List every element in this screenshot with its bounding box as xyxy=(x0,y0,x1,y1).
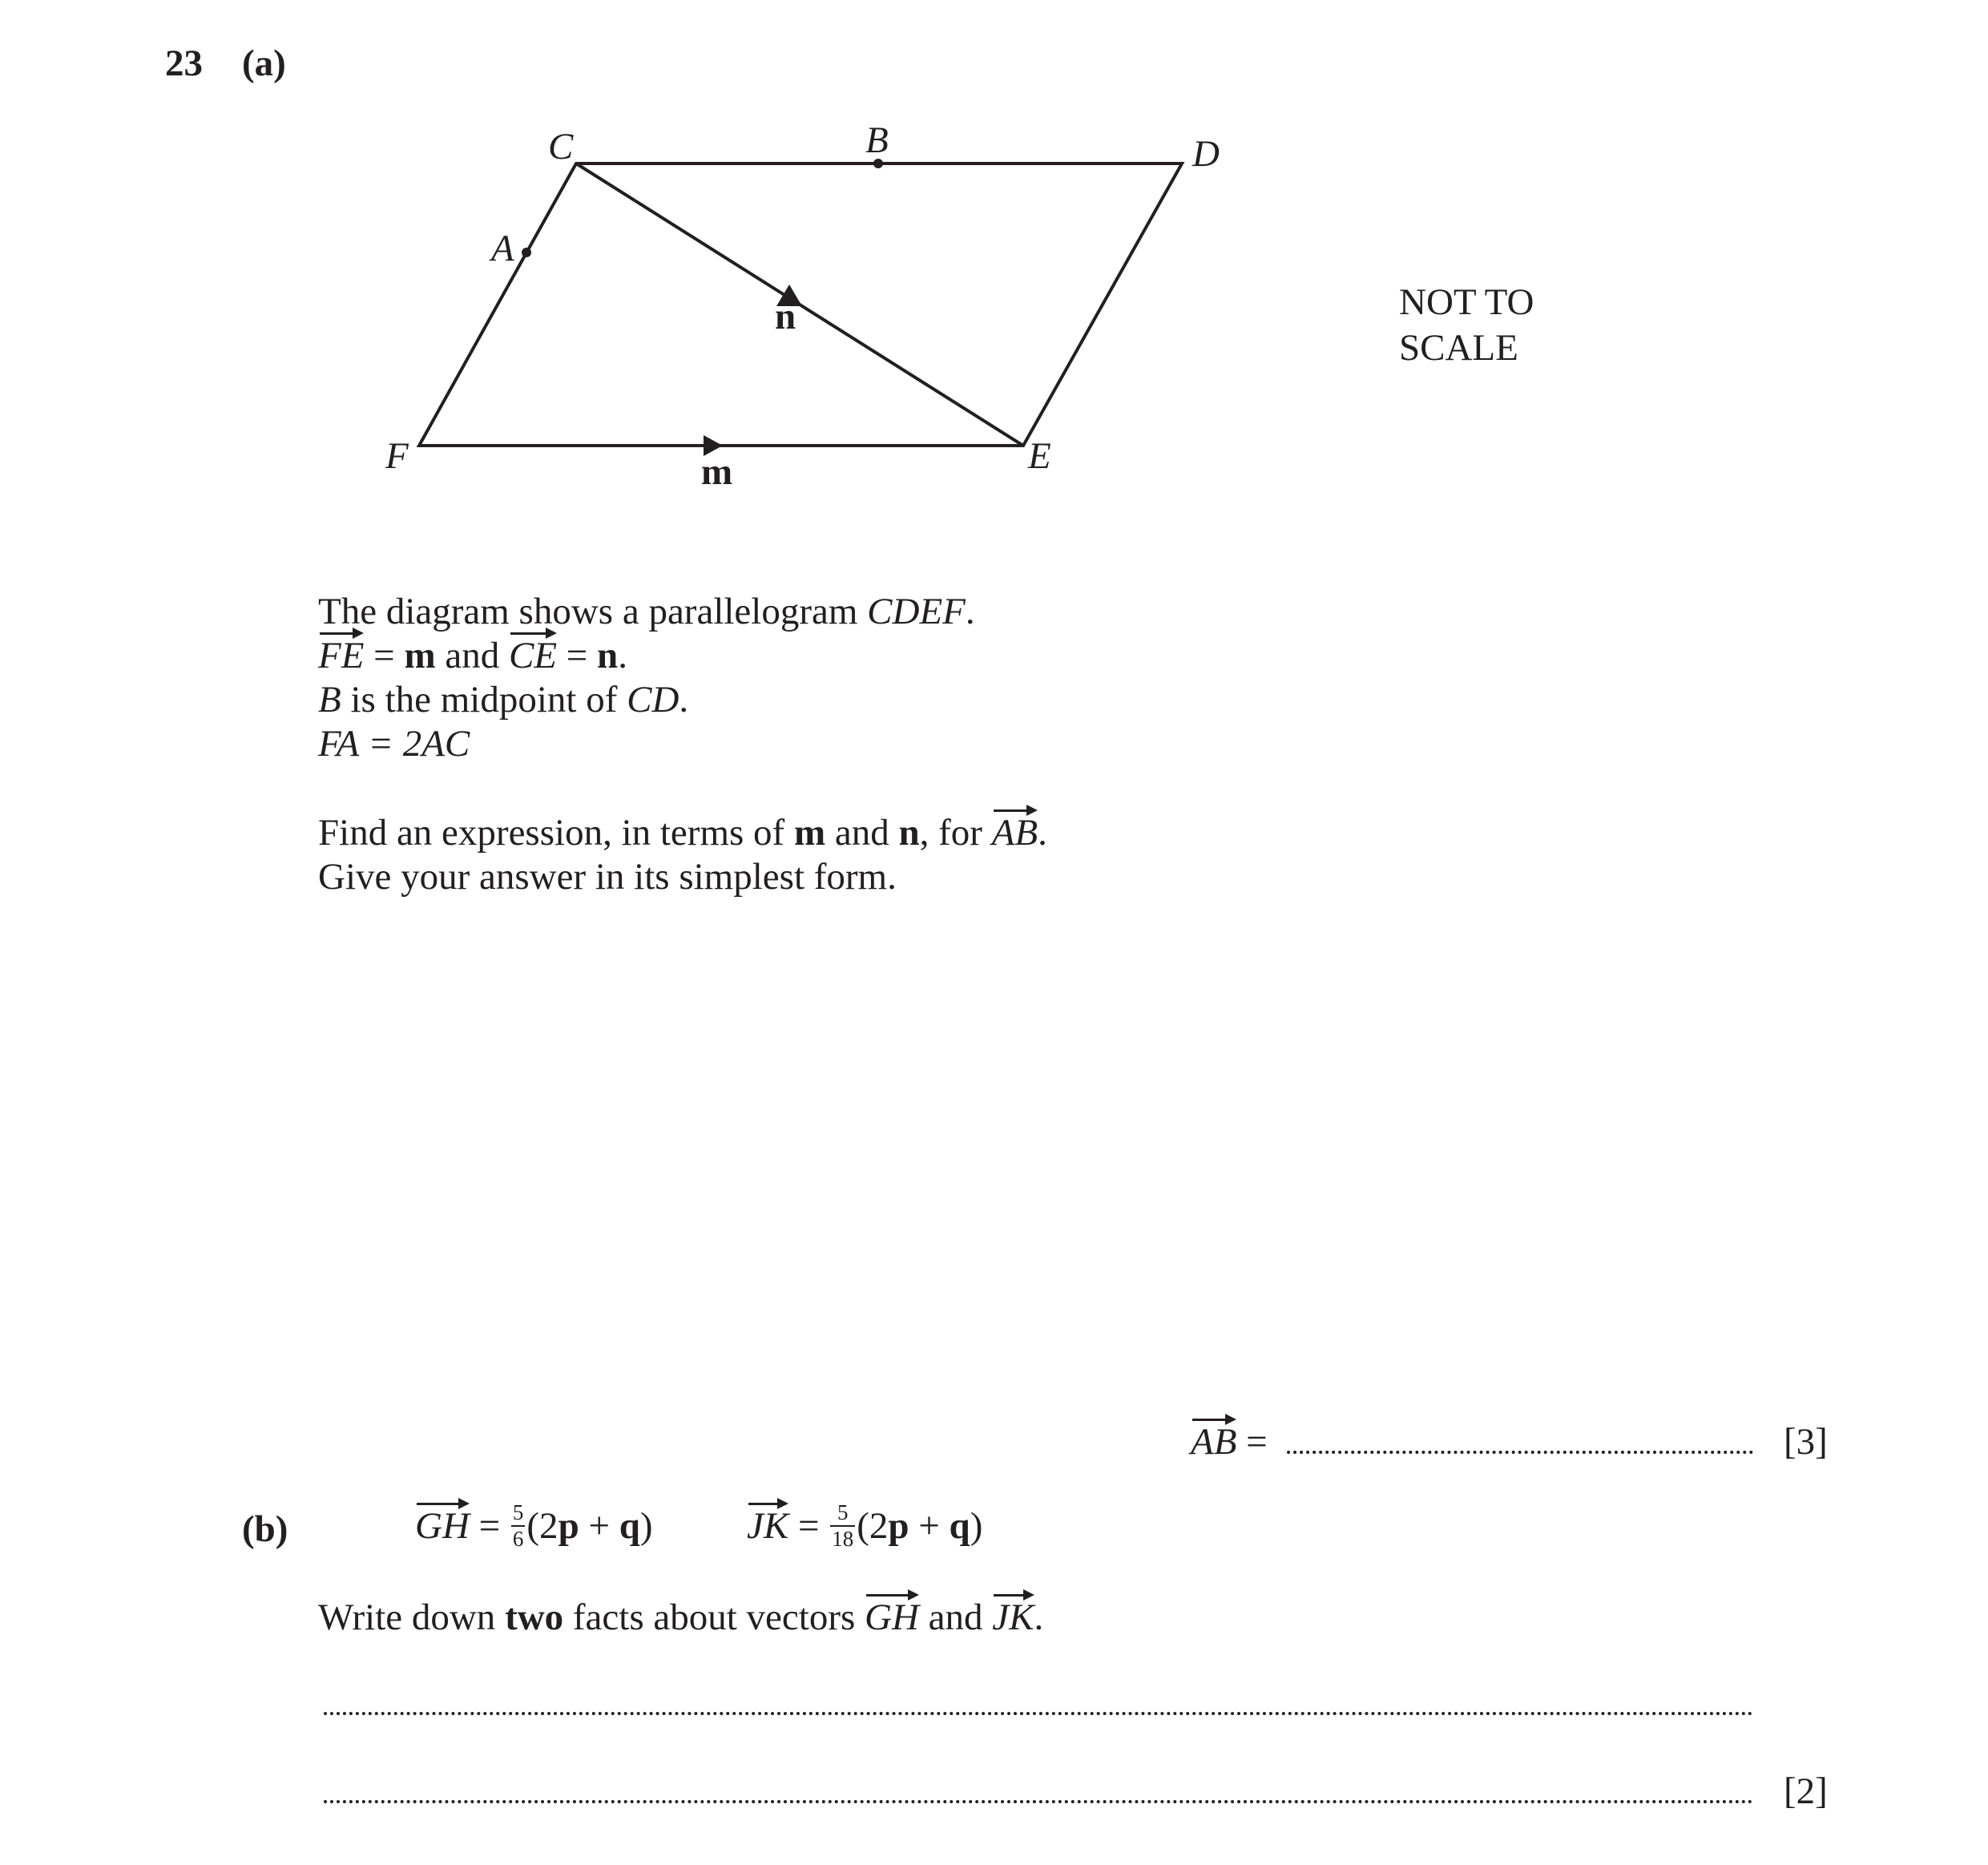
and-word: and xyxy=(435,635,509,676)
equals-sign: = xyxy=(557,635,598,676)
line2-period: . xyxy=(618,635,627,676)
vector-jk-equation xyxy=(747,1502,982,1550)
marks-a: [3] xyxy=(1784,1421,1828,1463)
vector-ab: AB xyxy=(991,812,1038,854)
marks-b: [2] xyxy=(1784,1770,1828,1812)
part-a-label: (a) xyxy=(242,42,286,84)
part-a-give: Give your answer in its simplest form. xyxy=(318,856,897,898)
expr-close: ) xyxy=(970,1504,983,1547)
label-n: n xyxy=(775,296,796,337)
answer-b-field-1[interactable] xyxy=(324,1712,1753,1715)
vector-q-symbol: q xyxy=(619,1504,640,1547)
vector-ce: CE xyxy=(508,635,558,676)
part-a-line4: FA = 2AC xyxy=(318,723,470,765)
and-word: and xyxy=(918,1597,993,1638)
emphasis-two: two xyxy=(505,1597,564,1638)
fraction-denominator: 6 xyxy=(512,1527,524,1551)
point-b-name: B xyxy=(318,679,341,721)
label-e: E xyxy=(1028,435,1051,477)
expr-close: ) xyxy=(639,1504,653,1547)
segment-cd: CD xyxy=(627,679,679,721)
vector-n-symbol: n xyxy=(898,812,920,854)
fraction-denominator: 18 xyxy=(832,1527,854,1551)
instruction-text: Find an expression, in terms of xyxy=(318,812,794,854)
vector-q-symbol: q xyxy=(949,1504,970,1547)
part-a-line1 xyxy=(318,593,975,631)
fraction-five-sixths xyxy=(511,1502,526,1550)
part-a-line3 xyxy=(318,681,688,719)
vector-jk: JK xyxy=(992,1597,1034,1638)
equals-sign: = xyxy=(469,1504,510,1547)
instruction-period: . xyxy=(1034,1597,1044,1638)
label-d: D xyxy=(1192,133,1220,175)
question-number: 23 xyxy=(165,42,203,84)
answer-a-label xyxy=(1191,1423,1268,1461)
point-a xyxy=(522,248,531,257)
line3-period: . xyxy=(679,679,689,721)
vector-gh: GH xyxy=(865,1597,919,1638)
fraction-numerator: 5 xyxy=(830,1502,855,1527)
plus-sign: + xyxy=(579,1504,619,1547)
equals-sign: = xyxy=(364,635,405,676)
part-a-instruction xyxy=(318,814,1047,852)
vector-gh-equation xyxy=(415,1502,653,1550)
label-b: B xyxy=(865,119,889,161)
line1-text: The diagram shows a parallelogram xyxy=(318,591,868,632)
vector-m-symbol: m xyxy=(793,812,826,854)
vector-ab: AB xyxy=(1191,1421,1237,1463)
instruction-text: facts about vectors xyxy=(563,1597,865,1638)
vector-fe: FE xyxy=(318,635,365,676)
fraction-five-eighteenths xyxy=(830,1502,855,1550)
for-word: , for xyxy=(919,812,992,854)
equals-sign: = xyxy=(1236,1421,1268,1463)
label-c: C xyxy=(548,126,574,168)
answer-b-field-2[interactable] xyxy=(324,1800,1753,1803)
instruction-text: Write down xyxy=(318,1597,506,1638)
plus-sign: + xyxy=(909,1504,950,1547)
vector-m-symbol: m xyxy=(404,635,436,676)
part-a-line2 xyxy=(318,637,627,675)
label-f: F xyxy=(385,435,409,477)
label-m: m xyxy=(701,451,733,493)
vector-p-symbol: p xyxy=(888,1504,909,1547)
answer-a-field[interactable] xyxy=(1287,1451,1753,1454)
expr-open: (2 xyxy=(857,1504,889,1547)
part-b-label: (b) xyxy=(242,1508,288,1550)
line1-period: . xyxy=(965,591,975,632)
vector-gh: GH xyxy=(415,1504,470,1547)
line3-text: is the midpoint of xyxy=(341,679,627,721)
vector-p-symbol: p xyxy=(558,1504,579,1547)
part-b-instruction xyxy=(318,1599,1043,1637)
not-to-scale-line2: SCALE xyxy=(1399,327,1518,369)
label-a: A xyxy=(491,228,514,269)
equals-sign: = xyxy=(788,1504,829,1547)
not-to-scale-line1: NOT TO xyxy=(1399,281,1534,323)
vector-jk: JK xyxy=(747,1504,789,1547)
and-word: and xyxy=(825,812,899,854)
instruction-period: . xyxy=(1038,812,1047,854)
fraction-numerator: 5 xyxy=(511,1502,526,1527)
vector-n-symbol: n xyxy=(597,635,619,676)
expr-open: (2 xyxy=(526,1504,558,1547)
parallelogram-name: CDEF xyxy=(867,591,966,632)
parallelogram-diagram xyxy=(0,0,1282,513)
